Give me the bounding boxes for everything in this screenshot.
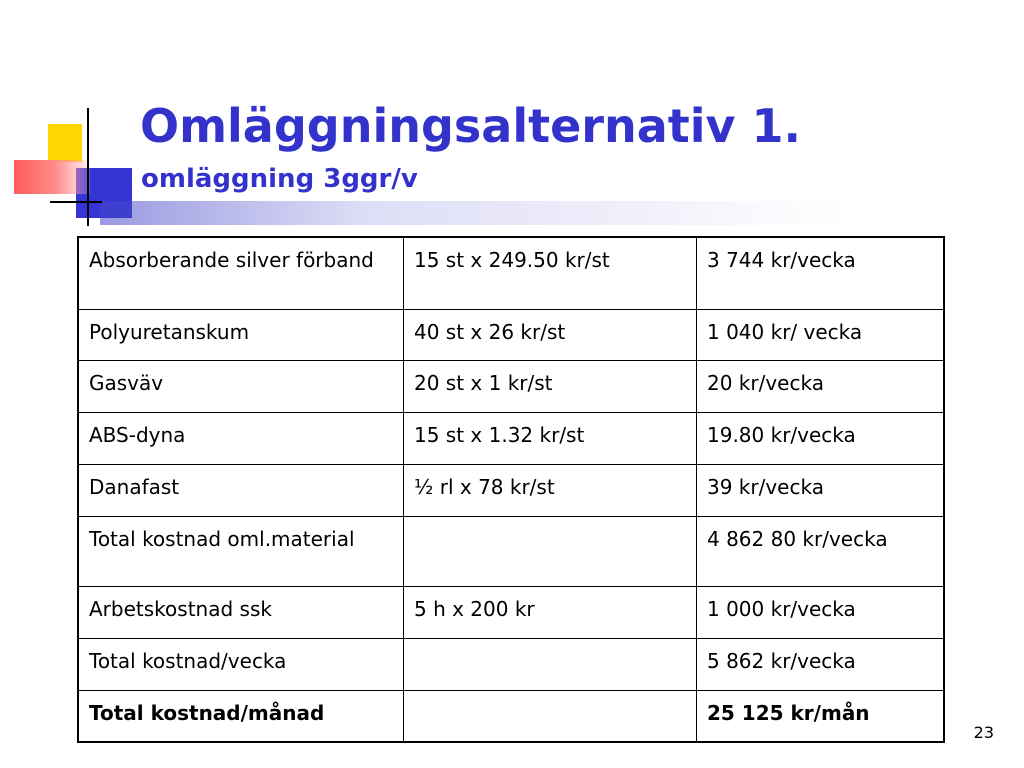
- table-cell-item: Total kostnad oml.material: [78, 516, 404, 586]
- decoration-red-bar: [14, 160, 90, 194]
- table-cell-item: Gasväv: [78, 360, 404, 412]
- decoration-yellow-square: [48, 124, 82, 162]
- table-cell-item: Danafast: [78, 464, 404, 516]
- table-row: [78, 360, 944, 412]
- slide-title: Omläggningsalternativ 1.: [140, 99, 801, 153]
- table-cell-item: ABS-dyna: [78, 412, 404, 464]
- table-row: [78, 464, 944, 516]
- table-row: [78, 516, 944, 586]
- table-cell-cost: 19.80 kr/vecka: [697, 412, 945, 464]
- table-row: [78, 638, 944, 690]
- page-number: 23: [973, 723, 994, 742]
- table-row: [78, 237, 944, 309]
- table-cell-quantity: ½ rl x 78 kr/st: [404, 464, 697, 516]
- table-cell-item: Absorberande silver förband: [78, 237, 404, 309]
- table-cell-cost: 20 kr/vecka: [697, 360, 945, 412]
- table-cell-quantity: 15 st x 1.32 kr/st: [404, 412, 697, 464]
- table-row-total: [78, 690, 944, 742]
- title-underline-gradient: [100, 201, 980, 225]
- table-cell-item: Total kostnad/månad: [78, 690, 404, 742]
- table-cell-cost: 39 kr/vecka: [697, 464, 945, 516]
- table-cell-quantity: 20 st x 1 kr/st: [404, 360, 697, 412]
- table-row: [78, 412, 944, 464]
- table-row: [78, 309, 944, 360]
- table-cell-quantity: 5 h x 200 kr: [404, 586, 697, 638]
- table-cell-item: Polyuretanskum: [78, 309, 404, 360]
- table-cell-quantity: [404, 516, 697, 586]
- table-cell-cost: 1 000 kr/vecka: [697, 586, 945, 638]
- table-cell-item: Total kostnad/vecka: [78, 638, 404, 690]
- table-cell-item: Arbetskostnad ssk: [78, 586, 404, 638]
- table-cell-quantity: [404, 690, 697, 742]
- slide-subtitle: omläggning 3ggr/v: [141, 164, 418, 194]
- table-cell-cost: 25 125 kr/mån: [697, 690, 945, 742]
- table-cell-quantity: 15 st x 249.50 kr/st: [404, 237, 697, 309]
- table-cell-cost: 1 040 kr/ vecka: [697, 309, 945, 360]
- decoration-horizontal-line: [50, 201, 102, 203]
- table-cell-cost: 4 862 80 kr/vecka: [697, 516, 945, 586]
- table-row: [78, 586, 944, 638]
- table-cell-cost: 5 862 kr/vecka: [697, 638, 945, 690]
- table-cell-quantity: 40 st x 26 kr/st: [404, 309, 697, 360]
- cost-table: [77, 236, 945, 743]
- table-cell-cost: 3 744 kr/vecka: [697, 237, 945, 309]
- decoration-vertical-line: [87, 108, 89, 226]
- table-cell-quantity: [404, 638, 697, 690]
